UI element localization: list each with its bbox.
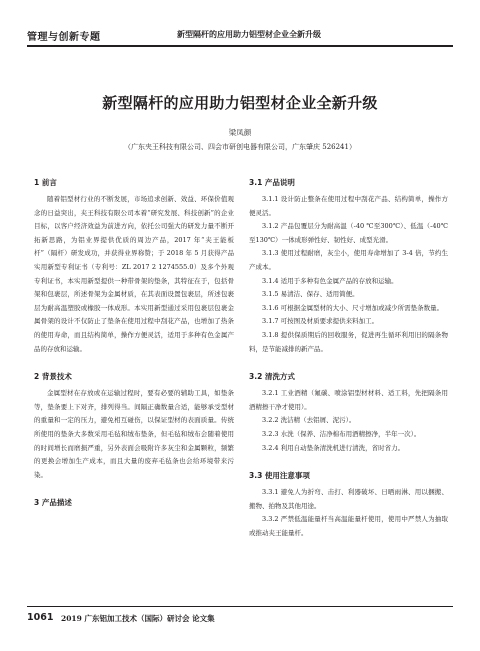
page-number: 1061 <box>27 612 54 623</box>
list-item: 3.1.6 可根据金属型材的大小、尺寸增加或减少所需垫条数量。 <box>262 303 444 312</box>
heading-introduction: 1 前言 <box>34 178 57 187</box>
running-header <box>27 28 453 42</box>
list-item: 3.1.4 适用于多种有色金属产品的存放和运输。 <box>262 276 398 285</box>
footer-text: 2019 广东铝加工技术（国际）研讨会 论文集 <box>61 614 215 623</box>
list-item: 3.3.2 严禁低温能量杆当高温能量杆使用，使用中严禁人为抽取或推动夹王能量杆。 <box>249 515 448 537</box>
author: 梁凤颜 <box>228 128 252 137</box>
left-column <box>34 176 234 513</box>
list-item: 3.1.5 易清洁、保存、适用简便。 <box>262 290 359 299</box>
list-item: 3.1.3 使用过程耐磨，灰尘小，使用寿命增加了 3-4 倍，节约生产成本。 <box>249 249 448 271</box>
list-item: 3.2.4 利用自动垫条清洗机进行清洗，省时省力。 <box>262 443 405 452</box>
heading-product-explanation: 3.1 产品说明 <box>249 178 295 187</box>
paragraph-introduction: 随着铝型材行业的不断发展，市场追求创新、效益、环保价值观念的日益突出，夹王科技有限公司本着“研究发展、科技创新”的企业目标，以客户经济效益为前进方向，依托公司强大的研发力量不断开拓新思路，为铝业界提供优质的周边产品，2017 年“夹王能板杆”（隔杆）研发成功，并获得业界称赞；于 2018 年 5 月获得产品实用新型专利证书（专利号：ZL 2017 2 1274555.0）及多个外观专利证书，本实用新型提供一种带骨架的垫条，其特征在于，包括骨架和包裹层，所述骨架为金属材质，在其表面设置包裹层，所述包裹层为耐高温塑胶或橡胶一体成形。本实用新型通过采用包裹层包裹金属骨架的设计不仅防止了垫条在使用过程中刮花产品，也增加了热条的使用寿命，而且结构简单，操作方便灵活，适用于多种有色金属产品的存放和运输。 <box>34 195 234 353</box>
running-title: 新型隔杆的应用助力铝型材企业全新升级 <box>177 30 321 39</box>
list-item: 3.2.2 洗洁精（去铝屑、泥污）。 <box>262 416 356 425</box>
right-column <box>249 176 448 540</box>
list-item: 3.1.1 设计防止整条在使用过程中刮花产品、结构简单，操作方便灵活。 <box>249 195 448 217</box>
page-footer <box>27 610 453 626</box>
list-item: 3.1.7 可按图及材质要求提供来料加工。 <box>262 317 379 326</box>
paragraph-background: 金属型材在存放或在运输过程时，要有必要的辅助工具，如垫条等，垫条要上下对齐，排列得当。间隔正确数量合适，能够承受型材的重量和一定的压力，避免相互碰伤，以保证型材的表面质量。传统所使用的垫条大多数采用毛毡和绒布垫条，但毛毡和绒布会随着使用的时间增长而磨损严重，另外表面会吸附许多灰尘和金属颗粒，频繁的更换会增加生产成本，而且大量的废弃毛毡条也会给环境带来污染。 <box>34 389 234 479</box>
article-title: 新型隔杆的应用助力铝型材企业全新升级 <box>102 94 378 112</box>
list-item: 3.1.2 产品包覆层分为耐高温（-40 ℃至300℃）、低温（-40℃至130℃）一体成形弹性好、韧性好、成型光滑。 <box>249 222 448 244</box>
list-item: 3.3.1 避免人为折弯、击打、利器破坏、日晒雨淋、用以捆搬、搬物、拍物及其他用途。 <box>249 488 448 510</box>
list-item: 3.2.1 工业酒精（氟碳、喷涂铝型材材料、适工料，先把隔条用酒精擦干净才使用）。 <box>249 389 448 411</box>
affiliation: （广东夹王科技有限公司、四会市研创电器有限公司，广东肇庆 526241） <box>124 143 356 151</box>
header-rule <box>27 45 453 47</box>
list-item: 3.1.8 提供保质期后的回收服务，促进再生循环利用旧的隔条物料，是节能减排的新产品。 <box>249 330 448 353</box>
footer-rule <box>27 606 453 607</box>
heading-usage-notes: 3.3 使用注意事项 <box>249 471 310 481</box>
list-item: 3.2.3 水洗（保养、洁净棉布用酒精擦净，半年一次）。 <box>262 429 421 438</box>
heading-product-description: 3 产品描述 <box>34 498 72 508</box>
heading-cleaning-methods: 3.2 清洗方式 <box>249 372 295 382</box>
heading-background: 2 背景技术 <box>34 372 72 382</box>
section-title: 管理与创新专题 <box>27 32 101 43</box>
